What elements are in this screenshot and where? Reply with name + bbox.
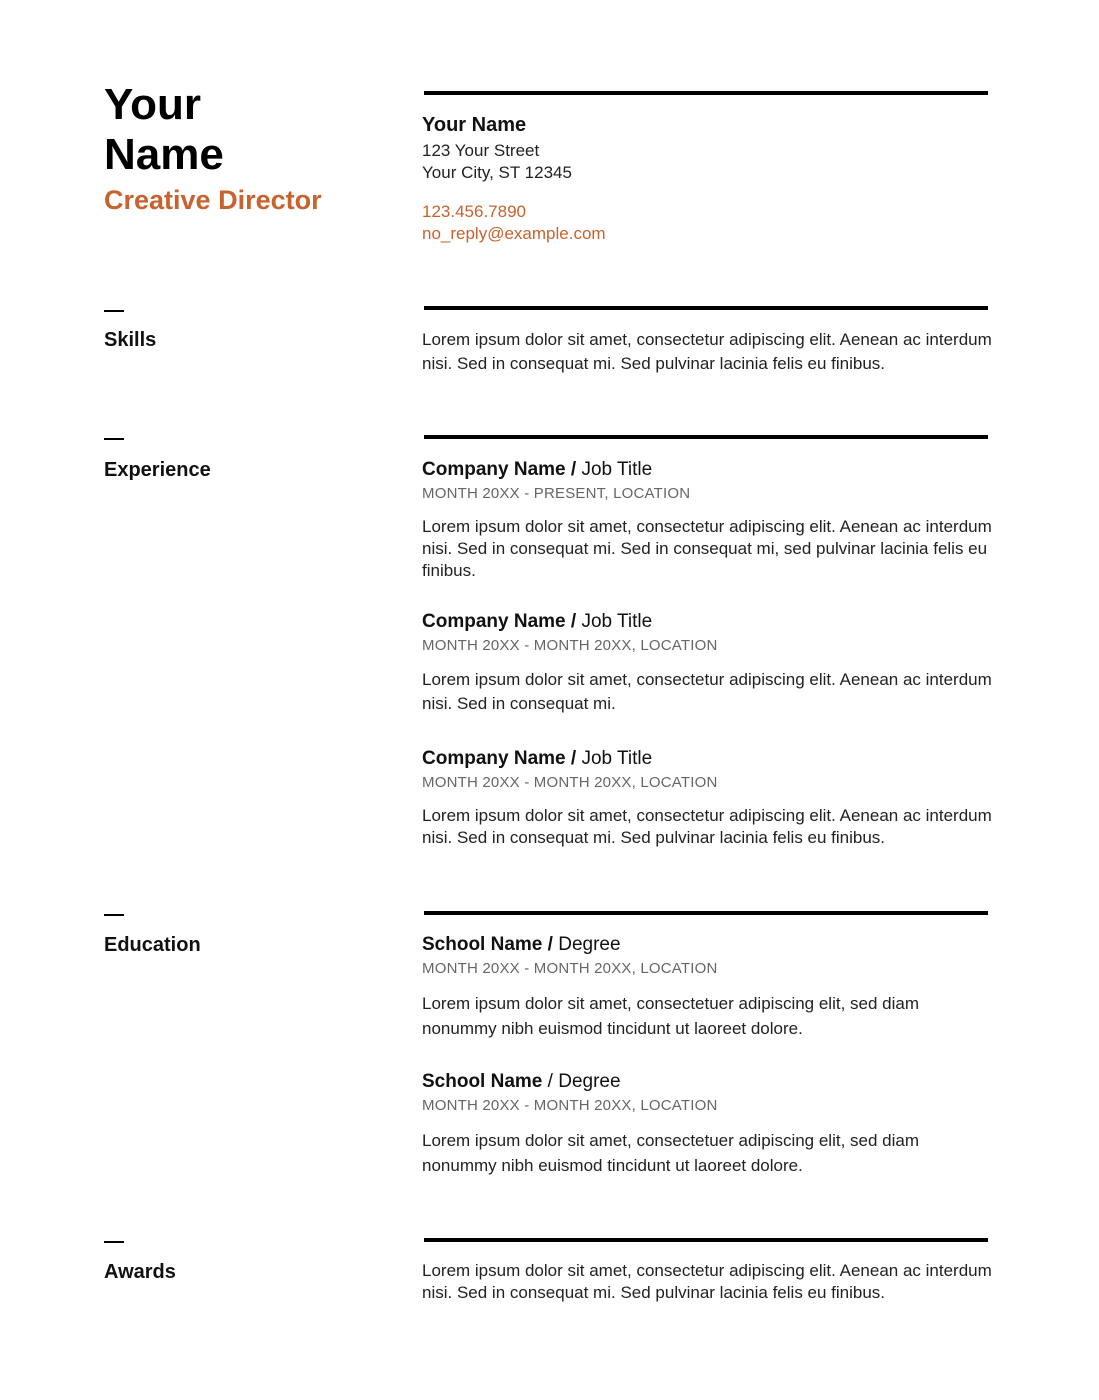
company-name: Company Name bbox=[422, 611, 566, 632]
experience-title: Experience bbox=[104, 459, 211, 481]
header-rule bbox=[424, 91, 988, 95]
contact-block bbox=[422, 112, 992, 245]
education-rule bbox=[424, 911, 988, 915]
education-item bbox=[422, 1070, 992, 1178]
education-text: Lorem ipsum dolor sit amet, consectetuer adipiscing elit, sed diam nonummy nibh euismod tincidunt ut laoreet dolore. bbox=[422, 994, 920, 1038]
contact-email[interactable]: no_reply@example.com bbox=[422, 224, 606, 243]
awards-title: Awards bbox=[104, 1261, 176, 1283]
company-name: Company Name bbox=[422, 748, 566, 769]
awards-content bbox=[422, 1260, 992, 1304]
job-title: Job Title bbox=[581, 611, 653, 632]
experience-text: Lorem ipsum dolor sit amet, consectetur adipiscing elit. Aenean ac interdum nisi. Sed in consequat mi. Sed pulvinar lacinia felis eu finibus. bbox=[422, 806, 992, 847]
school-name: School Name bbox=[422, 1071, 543, 1092]
experience-text: Lorem ipsum dolor sit amet, consectetur adipiscing elit. Aenean ac interdum nisi. Sed in consequat mi. Sed in consequat mi, sed pulvinar lacinia felis eu finibus. bbox=[422, 517, 992, 580]
heading-separator: / bbox=[565, 611, 582, 632]
degree: Degree bbox=[558, 934, 621, 955]
experience-dash bbox=[104, 438, 124, 440]
company-name: Company Name bbox=[422, 459, 566, 480]
experience-rule bbox=[424, 435, 988, 439]
education-dash bbox=[104, 914, 124, 916]
skills-title: Skills bbox=[104, 329, 157, 351]
awards-text: Lorem ipsum dolor sit amet, consectetur adipiscing elit. Aenean ac interdum nisi. Sed in consequat mi. Sed pulvinar lacinia felis eu finibus. bbox=[422, 1261, 992, 1302]
degree: Degree bbox=[558, 1071, 621, 1092]
experience-text: Lorem ipsum dolor sit amet, consectetur adipiscing elit. Aenean ac interdum nisi. Sed in consequat mi. bbox=[422, 670, 992, 713]
experience-item bbox=[422, 610, 992, 716]
experience-dates: MONTH 20XX - MONTH 20XX, LOCATION bbox=[422, 637, 718, 654]
experience-heading bbox=[422, 747, 992, 771]
experience-dates: MONTH 20XX - PRESENT, LOCATION bbox=[422, 485, 691, 502]
contact-city: Your City, ST 12345 bbox=[422, 163, 572, 182]
skills-rule bbox=[424, 306, 988, 310]
education-item bbox=[422, 933, 992, 1041]
education-dates: MONTH 20XX - MONTH 20XX, LOCATION bbox=[422, 1097, 718, 1114]
contact-street: 123 Your Street bbox=[422, 141, 540, 160]
name-line-1: Your bbox=[104, 80, 201, 129]
school-name: School Name bbox=[422, 934, 543, 955]
job-title: Job Title bbox=[581, 459, 653, 480]
role-title: Creative Director bbox=[104, 185, 322, 215]
job-title: Job Title bbox=[581, 748, 653, 769]
education-title: Education bbox=[104, 934, 201, 956]
heading-separator: / bbox=[565, 459, 582, 480]
awards-rule bbox=[424, 1238, 988, 1242]
experience-heading bbox=[422, 458, 992, 482]
skills-dash bbox=[104, 310, 124, 312]
experience-item bbox=[422, 747, 992, 849]
education-text: Lorem ipsum dolor sit amet, consectetuer adipiscing elit, sed diam nonummy nibh euismod tincidunt ut laoreet dolore. bbox=[422, 1131, 920, 1175]
name-heading bbox=[104, 80, 224, 180]
skills-content bbox=[422, 328, 992, 376]
education-dates: MONTH 20XX - MONTH 20XX, LOCATION bbox=[422, 960, 718, 977]
awards-dash bbox=[104, 1241, 124, 1243]
experience-heading bbox=[422, 610, 992, 634]
experience-dates: MONTH 20XX - MONTH 20XX, LOCATION bbox=[422, 774, 718, 791]
contact-phone: 123.456.7890 bbox=[422, 202, 526, 221]
name-line-2: Name bbox=[104, 130, 224, 179]
heading-separator: / bbox=[565, 748, 582, 769]
heading-separator: / bbox=[542, 934, 559, 955]
education-heading bbox=[422, 933, 992, 957]
heading-separator: / bbox=[542, 1071, 559, 1092]
education-heading bbox=[422, 1070, 992, 1094]
experience-item bbox=[422, 458, 992, 582]
skills-text: Lorem ipsum dolor sit amet, consectetur adipiscing elit. Aenean ac interdum nisi. Sed in consequat mi. Sed pulvinar lacinia felis eu finibus. bbox=[422, 330, 992, 373]
contact-name: Your Name bbox=[422, 114, 527, 136]
